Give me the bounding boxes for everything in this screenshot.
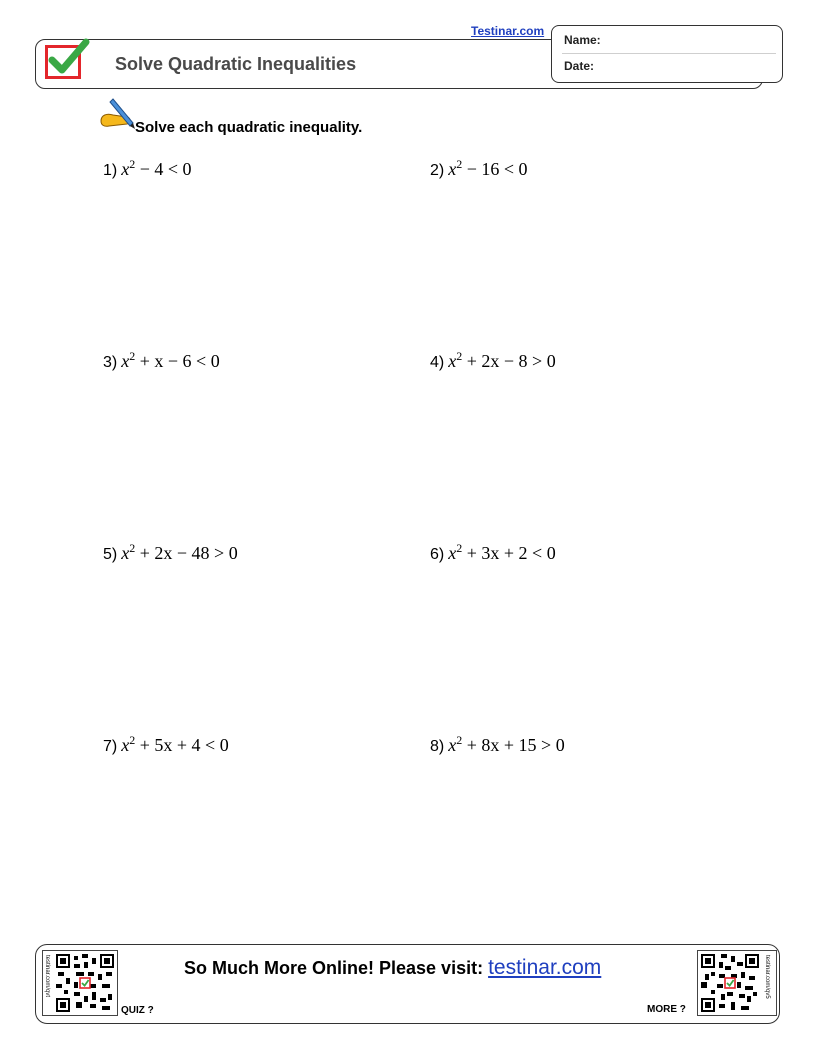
quiz-qr-block[interactable] xyxy=(42,950,118,1016)
name-date-box xyxy=(551,25,783,83)
testinar-header-link[interactable]: Testinar.com xyxy=(471,24,545,38)
check-icon xyxy=(46,38,92,78)
quiz-qr-code-icon[interactable] xyxy=(56,954,114,1012)
more-qr-url: testinar.com/qv5 xyxy=(764,955,770,999)
problem-expression: $x^2 + 8x + 15 > 0$ xyxy=(448,733,565,755)
problem-number: 5) xyxy=(103,546,118,563)
problem-8 xyxy=(430,733,565,756)
instructions: Solve each quadratic inequality. xyxy=(135,119,363,136)
problem-expression: $x^2 + 2x - 48 > 0$ xyxy=(121,541,238,563)
problem-1 xyxy=(103,157,192,180)
problem-expression: $x^2 + 5x + 4 < 0$ xyxy=(121,733,229,755)
quiz-label[interactable]: QUIZ ? xyxy=(121,1005,154,1016)
problem-expression: $x^2 + 2x - 8 > 0$ xyxy=(448,349,556,371)
problem-7 xyxy=(103,733,229,756)
problem-number: 1) xyxy=(103,162,118,179)
problem-expression: $x^2 + x - 6 < 0$ xyxy=(121,349,220,371)
problem-4 xyxy=(430,349,556,372)
problem-6 xyxy=(430,541,556,564)
testinar-footer-link[interactable]: testinar.com xyxy=(488,956,602,979)
problem-expression: $x^2 + 3x + 2 < 0$ xyxy=(448,541,556,563)
problem-number: 3) xyxy=(103,354,118,371)
problem-3 xyxy=(103,349,220,372)
name-date-divider xyxy=(562,53,776,54)
date-field-label[interactable]: Date: xyxy=(564,59,595,73)
problem-5 xyxy=(103,541,238,564)
page-title: Solve Quadratic Inequalities xyxy=(115,54,357,74)
problem-number: 4) xyxy=(430,354,445,371)
problem-number: 7) xyxy=(103,738,118,755)
footer-message-text: So Much More Online! Please visit: xyxy=(184,958,489,978)
writing-hand-icon xyxy=(97,95,139,135)
more-label[interactable]: MORE ? xyxy=(647,1004,686,1015)
more-qr-code-icon[interactable] xyxy=(701,954,759,1012)
problem-number: 2) xyxy=(430,162,445,179)
problem-expression: $x^2 - 4 < 0$ xyxy=(121,157,192,179)
problem-2 xyxy=(430,157,528,180)
checkmark-logo xyxy=(45,45,81,79)
problem-number: 6) xyxy=(430,546,445,563)
more-qr-block[interactable] xyxy=(697,950,777,1016)
footer-message xyxy=(184,956,601,980)
problem-number: 8) xyxy=(430,738,445,755)
name-field-label[interactable]: Name: xyxy=(564,33,601,47)
quiz-qr-url: testinar.com/qvt xyxy=(44,955,50,998)
problem-expression: $x^2 - 16 < 0$ xyxy=(448,157,528,179)
